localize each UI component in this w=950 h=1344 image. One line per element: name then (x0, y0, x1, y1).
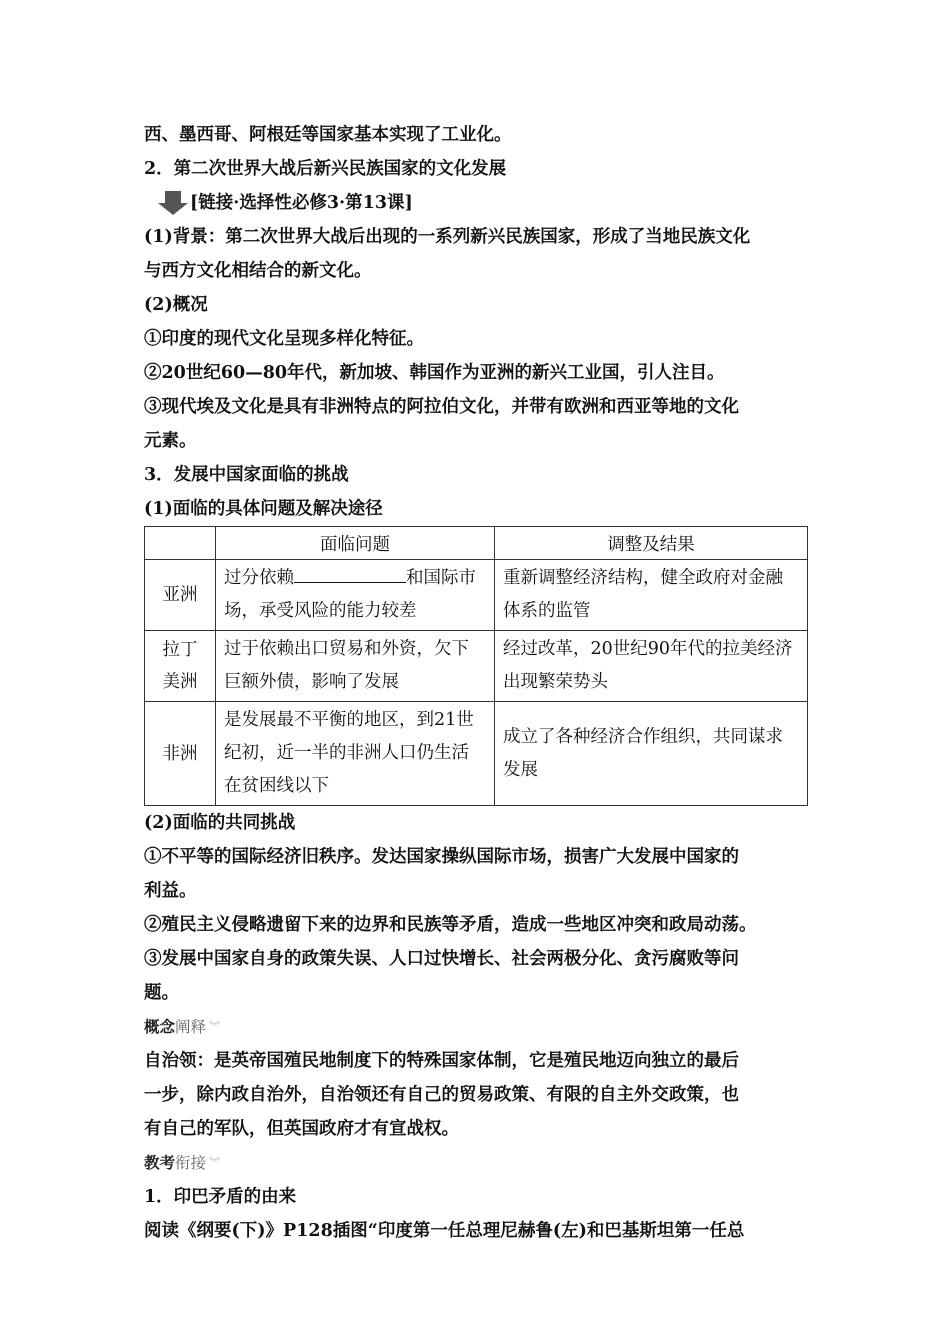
link-row (144, 186, 808, 220)
text-line: (1)背景：第二次世界大战后出现的一系列新兴民族国家，形成了当地民族文化 (144, 227, 751, 247)
text-line: ①印度的现代文化呈现多样化特征。 (144, 329, 424, 349)
text-line: 一步，除内政自治外，自治领还有自己的贸易政策、有限的自主外交政策，也 (144, 1085, 739, 1105)
problem-text: 和国际市场，承受风险的能力较差 (224, 568, 476, 621)
text-line: ②殖民主义侵略遗留下来的边界和民族等矛盾，造成一些地区冲突和政局动荡。 (144, 915, 757, 935)
double-chevron-down-icon: ︾ (209, 1020, 221, 1033)
text-line: 有自己的军队，但英国政府才有宣战权。 (144, 1119, 459, 1139)
table-header (145, 527, 216, 560)
text-line: ③发展中国家自身的政策失误、人口过快增长、社会两极分化、贪污腐败等问 (144, 949, 739, 969)
table-header-row (145, 527, 808, 560)
region-text: 美洲 (162, 672, 198, 692)
region-cell: 亚洲 (145, 560, 216, 631)
table-header: 面临问题 (216, 527, 495, 560)
result-cell: 经过改革，20世纪90年代的拉美经济出现繁荣势头 (495, 631, 808, 702)
section-heading: 3．发展中国家面临的挑战 (144, 465, 349, 485)
problem-cell (216, 560, 495, 631)
result-cell: 成立了各种经济合作组织，共同谋求发展 (495, 702, 808, 806)
region-text: 拉丁 (162, 640, 198, 660)
text-line: 利益。 (144, 881, 197, 901)
problems-table (144, 526, 808, 806)
text-line: 与西方文化相结合的新文化。 (144, 261, 372, 281)
subheading: (2)概况 (144, 295, 208, 315)
subheading: (1)面临的具体问题及解决途径 (144, 499, 383, 519)
problem-cell: 是发展最不平衡的地区，到21世纪初，近一半的非洲人口仍生活在贫困线以下 (216, 702, 495, 806)
table-row (145, 702, 808, 806)
tag-light: 衔接 (175, 1154, 207, 1172)
problem-cell: 过于依赖出口贸易和外资，欠下巨额外债，影响了发展 (216, 631, 495, 702)
section-heading: 1．印巴矛盾的由来 (144, 1187, 297, 1207)
concept-tag (144, 1010, 808, 1044)
tag-light: 阐释 (175, 1018, 207, 1036)
text-line: ①不平等的国际经济旧秩序。发达国家操纵国际市场，损害广大发展中国家的 (144, 847, 739, 867)
result-cell: 重新调整经济结构，健全政府对金融体系的监管 (495, 560, 808, 631)
region-cell: 非洲 (145, 702, 216, 806)
table-row (145, 560, 808, 631)
problem-text: 过分依赖 (224, 568, 294, 588)
text-line: 阅读《纲要(下)》P128插图“印度第一任总理尼赫鲁(左)和巴基斯坦第一任总 (144, 1221, 745, 1241)
document-page (144, 118, 808, 1248)
term: 自治领： (144, 1051, 214, 1071)
text-line (144, 1044, 808, 1078)
down-arrow-icon (158, 191, 188, 215)
text-line: 元素。 (144, 431, 197, 451)
subheading: (2)面临的共同挑战 (144, 813, 296, 833)
double-chevron-down-icon: ︾ (209, 1156, 221, 1169)
tag-bold: 教考 (144, 1154, 176, 1172)
table-row (145, 631, 808, 702)
text-line: ③现代埃及文化是具有非洲特点的阿拉伯文化，并带有欧洲和西亚等地的文化 (144, 397, 739, 417)
table-header: 调整及结果 (495, 527, 808, 560)
teach-tag (144, 1146, 808, 1180)
link-label: [链接·选择性必修3·第13课] (190, 193, 413, 213)
fill-blank (294, 564, 406, 583)
region-cell (145, 631, 216, 702)
text-line: 题。 (144, 983, 179, 1003)
definition-text: 是英帝国殖民地制度下的特殊国家体制，它是殖民地迈向独立的最后 (214, 1051, 739, 1071)
tag-bold: 概念 (144, 1018, 176, 1036)
text-line: ②20世纪60—80年代，新加坡、韩国作为亚洲的新兴工业国，引人注目。 (144, 363, 725, 383)
section-heading: 2．第二次世界大战后新兴民族国家的文化发展 (144, 159, 507, 179)
text-line: 西、墨西哥、阿根廷等国家基本实现了工业化。 (144, 125, 512, 145)
